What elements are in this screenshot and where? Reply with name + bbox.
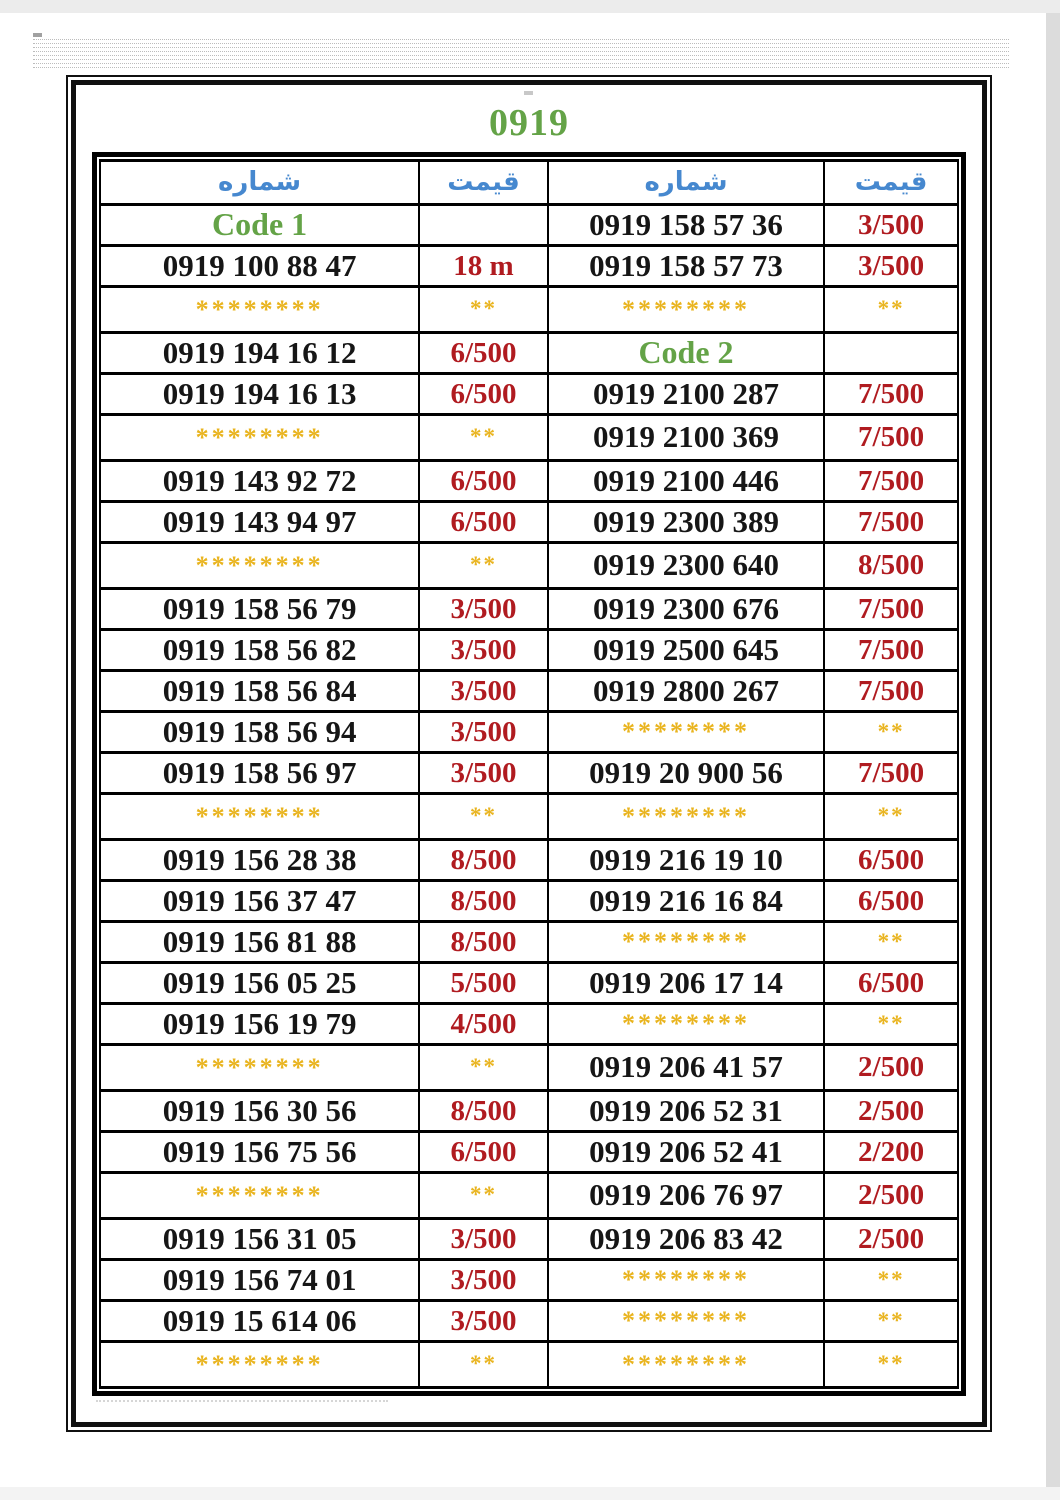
column-header: قیمت — [419, 161, 548, 205]
table-body — [100, 205, 958, 1388]
table-row — [100, 712, 958, 753]
phone-number-cell: 0919 158 56 84 — [100, 671, 419, 712]
table-row — [100, 333, 958, 374]
phone-number-cell: 0919 2100 287 — [548, 374, 824, 415]
phone-number-cell: 0919 206 52 31 — [548, 1091, 824, 1132]
price-cell: 2/500 — [824, 1045, 958, 1091]
table-row — [100, 922, 958, 963]
price-cell: 8/500 — [419, 881, 548, 922]
phone-number-cell: 0919 156 74 01 — [100, 1260, 419, 1301]
phone-number-cell: 0919 206 76 97 — [548, 1173, 824, 1219]
price-cell: 7/500 — [824, 415, 958, 461]
phone-number-cell: 0919 156 28 38 — [100, 840, 419, 881]
phone-number-cell: 0919 2500 645 — [548, 630, 824, 671]
phone-number-cell: 0919 143 94 97 — [100, 502, 419, 543]
table-row — [100, 589, 958, 630]
table-row — [100, 1091, 958, 1132]
column-header: شماره — [100, 161, 419, 205]
table-row — [100, 287, 958, 333]
separator-asterisks-cell: ** — [824, 287, 958, 333]
separator-asterisks-cell: ** — [824, 712, 958, 753]
phone-number-cell: 0919 156 19 79 — [100, 1004, 419, 1045]
table-row — [100, 374, 958, 415]
table-row — [100, 1045, 958, 1091]
separator-asterisks-cell: ** — [419, 287, 548, 333]
price-cell: 7/500 — [824, 589, 958, 630]
price-table — [99, 159, 959, 1389]
table-row — [100, 205, 958, 246]
phone-number-cell: 0919 158 56 79 — [100, 589, 419, 630]
phone-number-cell: 0919 158 57 73 — [548, 246, 824, 287]
separator-asterisks-cell: ******** — [548, 922, 824, 963]
price-cell: 2/500 — [824, 1091, 958, 1132]
price-cell: 18 m — [419, 246, 548, 287]
table-row — [100, 1260, 958, 1301]
price-cell: 4/500 — [419, 1004, 548, 1045]
separator-asterisks-cell: ** — [824, 794, 958, 840]
bottom-gray-band — [0, 1487, 1060, 1500]
separator-asterisks-cell: ******** — [548, 794, 824, 840]
table-row — [100, 1173, 958, 1219]
scan-artifact-line — [96, 1400, 388, 1402]
phone-number-cell: 0919 143 92 72 — [100, 461, 419, 502]
header-row — [100, 161, 958, 205]
column-header: شماره — [548, 161, 824, 205]
phone-number-cell: 0919 216 19 10 — [548, 840, 824, 881]
price-cell: 2/500 — [824, 1219, 958, 1260]
table-row — [100, 1342, 958, 1388]
phone-number-cell: 0919 216 16 84 — [548, 881, 824, 922]
separator-asterisks-cell: ** — [824, 1342, 958, 1388]
price-cell: 6/500 — [419, 1132, 548, 1173]
separator-asterisks-cell: ** — [824, 1301, 958, 1342]
table-row — [100, 1301, 958, 1342]
price-cell: 3/500 — [419, 1301, 548, 1342]
price-cell: 7/500 — [824, 461, 958, 502]
price-cell: 2/500 — [824, 1173, 958, 1219]
separator-asterisks-cell: ** — [419, 1045, 548, 1091]
phone-number-cell: 0919 206 83 42 — [548, 1219, 824, 1260]
code-label-cell: Code 2 — [548, 333, 824, 374]
phone-number-cell: 0919 156 31 05 — [100, 1219, 419, 1260]
phone-number-cell: 0919 156 81 88 — [100, 922, 419, 963]
separator-asterisks-cell: ******** — [548, 1260, 824, 1301]
top-gray-band — [0, 0, 1060, 13]
price-cell: 3/500 — [419, 753, 548, 794]
price-cell: 3/500 — [824, 205, 958, 246]
phone-number-cell: 0919 158 56 82 — [100, 630, 419, 671]
separator-asterisks-cell: ******** — [548, 1004, 824, 1045]
separator-asterisks-cell: ******** — [548, 712, 824, 753]
separator-asterisks-cell: ******** — [548, 1301, 824, 1342]
right-gray-band — [1046, 13, 1060, 1487]
table-row — [100, 671, 958, 712]
price-cell: 3/500 — [419, 712, 548, 753]
price-table-frame — [92, 152, 966, 1396]
price-cell: 8/500 — [419, 840, 548, 881]
table-row — [100, 753, 958, 794]
separator-asterisks-cell: ******** — [100, 287, 419, 333]
phone-number-cell: 0919 156 37 47 — [100, 881, 419, 922]
phone-number-cell: 0919 100 88 47 — [100, 246, 419, 287]
page-title: 0919 — [489, 102, 569, 144]
phone-number-cell: 0919 158 56 97 — [100, 753, 419, 794]
price-cell: 7/500 — [824, 502, 958, 543]
table-row — [100, 461, 958, 502]
price-cell: 8/500 — [419, 922, 548, 963]
code-label-cell: Code 1 — [100, 205, 419, 246]
table-row — [100, 1219, 958, 1260]
table-row — [100, 246, 958, 287]
phone-number-cell: 0919 156 30 56 — [100, 1091, 419, 1132]
separator-asterisks-cell: ** — [419, 415, 548, 461]
phone-number-cell: 0919 2300 389 — [548, 502, 824, 543]
separator-asterisks-cell: ******** — [100, 415, 419, 461]
price-cell: 5/500 — [419, 963, 548, 1004]
separator-asterisks-cell: ** — [824, 1260, 958, 1301]
phone-number-cell: 0919 158 56 94 — [100, 712, 419, 753]
price-cell: 6/500 — [419, 502, 548, 543]
table-row — [100, 794, 958, 840]
separator-asterisks-cell: ******** — [100, 1045, 419, 1091]
separator-asterisks-cell: ** — [419, 794, 548, 840]
table-row — [100, 840, 958, 881]
phone-number-cell: 0919 20 900 56 — [548, 753, 824, 794]
separator-asterisks-cell: ** — [419, 1342, 548, 1388]
phone-number-cell: 0919 15 614 06 — [100, 1301, 419, 1342]
table-row — [100, 963, 958, 1004]
phone-number-cell: 0919 2800 267 — [548, 671, 824, 712]
phone-number-cell: 0919 194 16 13 — [100, 374, 419, 415]
separator-asterisks-cell: ******** — [548, 1342, 824, 1388]
separator-asterisks-cell: ** — [824, 1004, 958, 1045]
price-cell: 7/500 — [824, 374, 958, 415]
separator-asterisks-cell: ******** — [100, 1342, 419, 1388]
separator-asterisks-cell: ******** — [100, 1173, 419, 1219]
price-cell: 7/500 — [824, 753, 958, 794]
phone-number-cell: 0919 206 52 41 — [548, 1132, 824, 1173]
price-cell: 6/500 — [824, 840, 958, 881]
price-cell: 7/500 — [824, 671, 958, 712]
separator-asterisks-cell: ** — [824, 922, 958, 963]
separator-asterisks-cell: ******** — [100, 543, 419, 589]
price-cell: 8/500 — [824, 543, 958, 589]
document-page-inner-border — [71, 80, 987, 1427]
column-header: قیمت — [824, 161, 958, 205]
empty-cell — [824, 333, 958, 374]
phone-number-cell: 0919 156 05 25 — [100, 963, 419, 1004]
price-cell: 3/500 — [419, 1260, 548, 1301]
separator-asterisks-cell: ******** — [100, 794, 419, 840]
price-cell: 6/500 — [824, 881, 958, 922]
scan-artifact-mark — [524, 91, 533, 95]
price-cell: 2/200 — [824, 1132, 958, 1173]
price-cell: 6/500 — [824, 963, 958, 1004]
phone-number-cell: 0919 194 16 12 — [100, 333, 419, 374]
price-cell: 6/500 — [419, 461, 548, 502]
table-row — [100, 502, 958, 543]
phone-number-cell: 0919 2300 640 — [548, 543, 824, 589]
phone-number-cell: 0919 2300 676 — [548, 589, 824, 630]
price-cell: 6/500 — [419, 333, 548, 374]
phone-number-cell: 0919 156 75 56 — [100, 1132, 419, 1173]
phone-number-cell: 0919 206 17 14 — [548, 963, 824, 1004]
faded-text-lines — [33, 36, 1009, 68]
separator-asterisks-cell: ******** — [548, 287, 824, 333]
price-cell: 3/500 — [824, 246, 958, 287]
phone-number-cell: 0919 2100 369 — [548, 415, 824, 461]
table-row — [100, 1004, 958, 1045]
price-cell: 3/500 — [419, 1219, 548, 1260]
separator-asterisks-cell: ** — [419, 543, 548, 589]
price-cell: 3/500 — [419, 589, 548, 630]
empty-cell — [419, 205, 548, 246]
phone-number-cell: 0919 2100 446 — [548, 461, 824, 502]
price-cell: 6/500 — [419, 374, 548, 415]
table-row — [100, 543, 958, 589]
phone-number-cell: 0919 206 41 57 — [548, 1045, 824, 1091]
table-row — [100, 881, 958, 922]
price-cell: 8/500 — [419, 1091, 548, 1132]
phone-number-cell: 0919 158 57 36 — [548, 205, 824, 246]
document-page — [66, 75, 992, 1432]
separator-asterisks-cell: ** — [419, 1173, 548, 1219]
price-cell: 7/500 — [824, 630, 958, 671]
price-cell: 3/500 — [419, 630, 548, 671]
table-row — [100, 415, 958, 461]
table-row — [100, 1132, 958, 1173]
table-row — [100, 630, 958, 671]
price-cell: 3/500 — [419, 671, 548, 712]
